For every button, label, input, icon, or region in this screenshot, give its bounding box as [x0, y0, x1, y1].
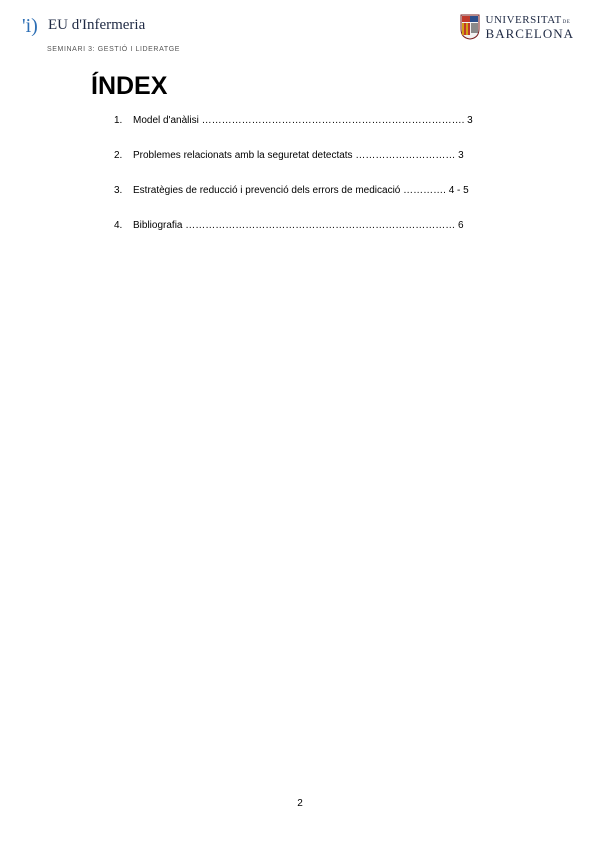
- toc-entry-number: 3.: [114, 185, 123, 196]
- university-crest-icon: [460, 14, 480, 40]
- svg-text:'i): 'i): [22, 15, 38, 36]
- eu-logo-icon: [22, 14, 44, 36]
- logo-text: EU d'Infermeria: [48, 16, 146, 33]
- table-of-contents: [114, 115, 514, 255]
- header-left: [22, 14, 145, 36]
- toc-entry-text: Bibliografia ……………………………………………………………………… 6: [133, 220, 464, 231]
- toc-entry: [114, 185, 514, 197]
- toc-entry: [114, 150, 514, 162]
- toc-entry-number: 2.: [114, 150, 123, 161]
- university-name-line1: UNIVERSITAT: [485, 13, 562, 26]
- university-name-line2: BARCELONA: [485, 25, 574, 41]
- university-de: DE: [562, 19, 571, 25]
- page-title: ÍNDEX: [91, 72, 168, 100]
- page-number: 2: [297, 798, 303, 809]
- toc-entry: [114, 220, 514, 232]
- eu-infermeria-logo: [22, 14, 145, 36]
- toc-entry-number: 1.: [114, 115, 123, 126]
- toc-entry-number: 4.: [114, 220, 123, 231]
- toc-entry: [114, 115, 514, 127]
- toc-entry-text: Problemes relacionats amb la seguretat detectats ………………………… 3: [133, 150, 464, 161]
- toc-entry-text: Estratègies de reducció i prevenció dels errors de medicació …………. 4 - 5: [133, 185, 469, 196]
- university-logo: [460, 14, 574, 40]
- toc-entry-text: Model d'anàlisi ……………………………………………………………………. 3: [133, 115, 473, 126]
- seminar-subtitle: SEMINARI 3: GESTIÓ I LIDERATGE: [47, 46, 181, 53]
